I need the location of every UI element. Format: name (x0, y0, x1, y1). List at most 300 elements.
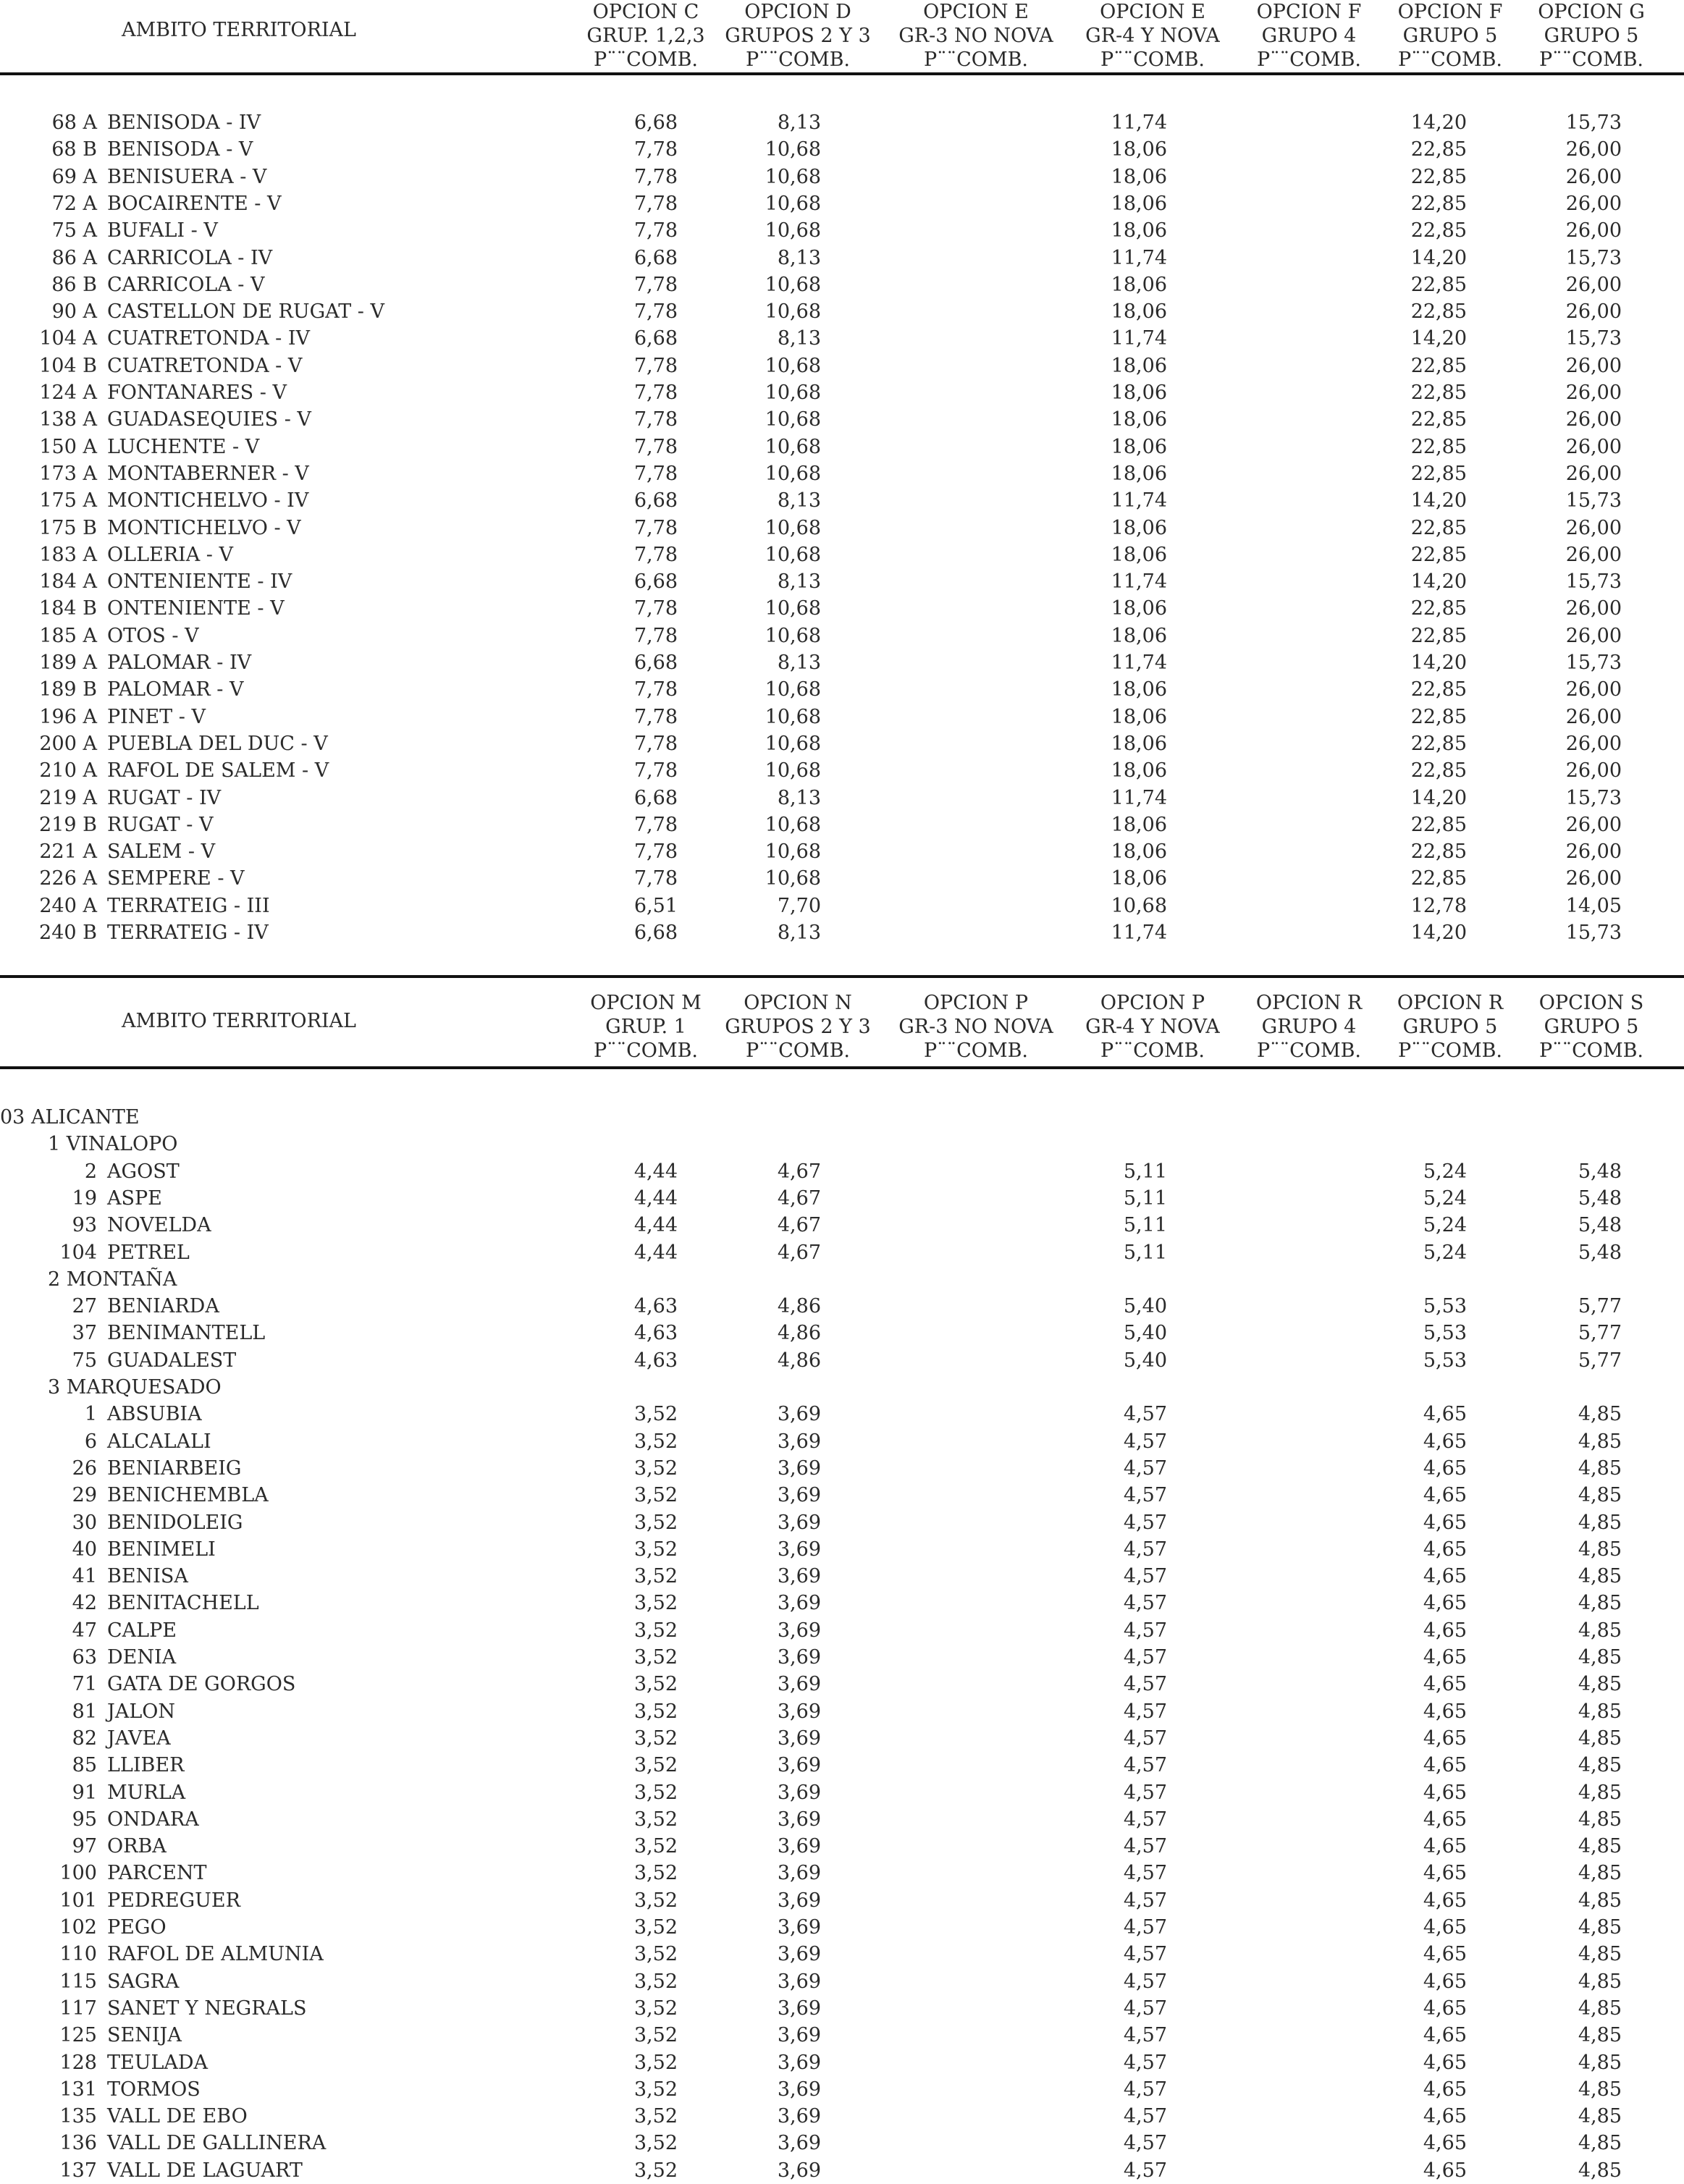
row-value: 5,40 (1123, 1349, 1167, 1372)
row-code: 110 (59, 1943, 97, 1966)
table-row (0, 1428, 1684, 1455)
column-header-line: GRUPO 5 (1544, 1016, 1639, 1038)
row-value: 4,57 (1123, 1403, 1167, 1426)
row-value: 10,68 (765, 273, 821, 296)
row-ambito: PEGO (107, 1916, 167, 1939)
row-ambito: BENIMANTELL (107, 1322, 266, 1345)
row-value: 18,06 (1111, 732, 1167, 755)
row-value: 3,69 (777, 1916, 821, 1939)
row-value: 7,78 (633, 219, 678, 243)
row-ambito: TERRATEIG - III (107, 894, 270, 917)
row-value: 4,65 (1423, 1781, 1467, 1804)
table-row (0, 1941, 1684, 1968)
row-value: 6,68 (633, 652, 678, 674)
row-value: 6,68 (633, 489, 678, 513)
row-ambito: MONTICHELVO - V (107, 516, 301, 539)
row-ambito: CARRICOLA - V (107, 273, 265, 296)
row-value: 4,85 (1578, 1456, 1622, 1480)
row-value: 4,86 (777, 1295, 821, 1318)
row-value: 5,48 (1578, 1186, 1622, 1210)
row-value: 10,68 (765, 678, 821, 701)
table-row (0, 1347, 1684, 1374)
row-value: 18,06 (1111, 462, 1167, 485)
column-header-line: OPCION P (923, 992, 1029, 1014)
column-header-line: OPCION E (923, 1, 1029, 23)
row-value: 10,68 (765, 408, 821, 431)
row-value: 7,70 (777, 894, 821, 917)
row-value: 4,86 (777, 1349, 821, 1372)
table-row (0, 1239, 1684, 1266)
row-value: 5,77 (1578, 1322, 1622, 1345)
row-value: 5,11 (1123, 1241, 1167, 1264)
row-code: 136 (59, 2132, 97, 2155)
table-row (0, 245, 1684, 271)
row-value: 11,74 (1111, 327, 1167, 350)
table-row (0, 109, 1684, 136)
row-value: 4,57 (1123, 1835, 1167, 1858)
row-value: 3,69 (777, 2024, 821, 2047)
row-value: 10,68 (765, 543, 821, 566)
row-ambito: PUEBLA DEL DUC - V (107, 732, 328, 755)
row-value: 5,24 (1423, 1186, 1467, 1210)
row-value: 4,57 (1123, 1673, 1167, 1696)
row-code: 63 (72, 1646, 97, 1669)
row-code: 210 A (39, 759, 97, 783)
table-row (0, 298, 1684, 325)
row-value: 3,52 (633, 1943, 678, 1966)
row-value: 4,65 (1423, 1592, 1467, 1615)
row-value: 7,78 (633, 354, 678, 377)
row-code: 150 A (39, 435, 97, 458)
row-value: 5,11 (1123, 1160, 1167, 1183)
row-code: 26 (72, 1456, 97, 1480)
row-code: 68 B (51, 138, 97, 161)
row-value: 26,00 (1565, 408, 1622, 431)
row-value: 4,67 (777, 1214, 821, 1237)
row-value: 3,52 (633, 2051, 678, 2074)
row-code: 196 A (39, 705, 97, 728)
column-header (1497, 991, 1684, 1063)
row-code: 95 (72, 1808, 97, 1831)
row-ambito: BENISA (107, 1565, 188, 1588)
row-value: 26,00 (1565, 840, 1622, 864)
table-row (0, 595, 1684, 622)
row-value: 7,78 (633, 165, 678, 188)
row-value: 11,74 (1111, 570, 1167, 594)
table-row (0, 893, 1684, 919)
row-ambito: BENIMELI (107, 1538, 216, 1561)
row-code: 41 (72, 1565, 97, 1588)
row-value: 4,86 (777, 1322, 821, 1345)
row-value: 10,68 (765, 867, 821, 890)
row-ambito: CALPE (107, 1619, 177, 1642)
row-code: 104 A (39, 327, 97, 350)
table-row (0, 1320, 1684, 1346)
row-value: 4,65 (1423, 1565, 1467, 1588)
table-row (0, 757, 1684, 784)
row-value: 26,00 (1565, 813, 1622, 836)
row-value: 15,73 (1565, 570, 1622, 594)
row-value: 18,06 (1111, 624, 1167, 647)
row-value: 26,00 (1565, 462, 1622, 485)
row-value: 4,57 (1123, 1592, 1167, 1615)
row-ambito: JALON (107, 1700, 176, 1723)
row-value: 15,73 (1565, 327, 1622, 350)
row-code: 184 B (39, 597, 97, 620)
row-value: 4,85 (1578, 1835, 1622, 1858)
row-value: 22,85 (1410, 867, 1467, 890)
row-value: 10,68 (765, 435, 821, 458)
row-value: 6,68 (633, 111, 678, 134)
row-ambito: SENIJA (107, 2024, 182, 2047)
table-row (0, 1509, 1684, 1536)
row-value: 10,68 (765, 624, 821, 647)
row-value: 3,69 (777, 2051, 821, 2074)
row-ambito: SALEM - V (107, 840, 216, 864)
row-ambito: MONTICHELVO - IV (107, 489, 309, 513)
row-code: 138 A (39, 408, 97, 431)
row-value: 10,68 (765, 516, 821, 539)
table-row (0, 136, 1684, 163)
row-ambito: PARCENT (107, 1862, 207, 1885)
row-ambito: ALCALALI (107, 1430, 211, 1453)
header-rule (0, 1066, 1684, 1069)
table-row (0, 1617, 1684, 1644)
row-value: 18,06 (1111, 273, 1167, 296)
row-value: 3,52 (633, 1511, 678, 1534)
row-value: 3,69 (777, 1754, 821, 1777)
header-rule (0, 72, 1684, 75)
row-code: 104 B (39, 354, 97, 377)
row-value: 3,52 (633, 1538, 678, 1561)
row-value: 18,06 (1111, 381, 1167, 404)
row-value: 14,20 (1410, 570, 1467, 594)
row-value: 4,57 (1123, 1862, 1167, 1885)
row-value: 3,69 (777, 1430, 821, 1453)
row-value: 3,52 (633, 2105, 678, 2128)
table-row (0, 353, 1684, 379)
row-value: 18,06 (1111, 408, 1167, 431)
column-header-line: P¨¨COMB. (923, 1040, 1029, 1062)
row-code: 221 A (39, 840, 97, 864)
row-value: 22,85 (1410, 138, 1467, 161)
row-code: 200 A (39, 732, 97, 755)
column-header-line: OPCION N (744, 992, 852, 1014)
table-row (0, 487, 1684, 514)
table-row (0, 2130, 1684, 2156)
row-value: 3,52 (633, 1808, 678, 1831)
row-value: 4,57 (1123, 2024, 1167, 2047)
row-ambito: GUADASEQUIES - V (107, 408, 311, 431)
row-ambito: RUGAT - IV (107, 786, 222, 809)
column-header (1497, 0, 1684, 72)
row-value: 15,73 (1565, 111, 1622, 134)
row-value: 4,85 (1578, 1700, 1622, 1723)
row-value: 5,40 (1123, 1322, 1167, 1345)
row-code: 82 (72, 1726, 97, 1750)
row-value: 18,06 (1111, 435, 1167, 458)
table-row (0, 434, 1684, 460)
province-heading: 03 ALICANTE (0, 1106, 140, 1129)
row-code: 86 B (51, 273, 97, 296)
row-code: 37 (72, 1322, 97, 1345)
row-value: 26,00 (1565, 138, 1622, 161)
row-value: 4,85 (1578, 2159, 1622, 2182)
row-value: 3,69 (777, 1619, 821, 1642)
row-value: 4,57 (1123, 1456, 1167, 1480)
row-value: 4,85 (1578, 1619, 1622, 1642)
row-value: 5,77 (1578, 1295, 1622, 1318)
row-value: 7,78 (633, 678, 678, 701)
row-value: 4,57 (1123, 1726, 1167, 1750)
column-header-line: OPCION F (1397, 1, 1503, 23)
row-value: 3,69 (777, 1646, 821, 1669)
row-ambito: BENIARBEIG (107, 1456, 242, 1480)
row-value: 4,85 (1578, 1403, 1622, 1426)
row-code: 101 (59, 1889, 97, 1912)
table-row (0, 2103, 1684, 2130)
row-code: 75 (72, 1349, 97, 1372)
row-value: 8,13 (777, 786, 821, 809)
row-code: 81 (72, 1700, 97, 1723)
row-value: 3,52 (633, 1970, 678, 1993)
table-row (0, 1968, 1684, 1995)
row-value: 4,65 (1423, 1916, 1467, 1939)
row-ambito: MONTABERNER - V (107, 462, 309, 485)
row-code: 86 A (51, 246, 97, 269)
table-row (0, 838, 1684, 865)
row-value: 3,52 (633, 1916, 678, 1939)
row-value: 3,69 (777, 1889, 821, 1912)
table-row (0, 2076, 1684, 2103)
row-value: 18,06 (1111, 516, 1167, 539)
row-value: 26,00 (1565, 732, 1622, 755)
row-value: 15,73 (1565, 652, 1622, 674)
table-row (0, 1752, 1684, 1779)
row-value: 7,78 (633, 462, 678, 485)
row-value: 3,69 (777, 1943, 821, 1966)
row-value: 3,69 (777, 2159, 821, 2182)
row-value: 6,68 (633, 327, 678, 350)
row-code: 6 (84, 1430, 97, 1453)
row-ambito: PALOMAR - V (107, 678, 244, 701)
row-value: 4,63 (633, 1295, 678, 1318)
row-code: 104 (59, 1241, 97, 1264)
row-value: 22,85 (1410, 165, 1467, 188)
table-row (0, 2157, 1684, 2184)
row-ambito: SAGRA (107, 1970, 180, 1993)
row-value: 10,68 (765, 462, 821, 485)
table-row (0, 1671, 1684, 1698)
table-row (0, 1158, 1684, 1185)
row-ambito: JAVEA (107, 1726, 171, 1750)
row-value: 4,85 (1578, 1862, 1622, 1885)
row-value: 4,57 (1123, 1889, 1167, 1912)
row-value: 3,52 (633, 1619, 678, 1642)
table-row (0, 1590, 1684, 1616)
row-value: 8,13 (777, 246, 821, 269)
row-ambito: BOCAIRENTE - V (107, 192, 282, 215)
row-value: 3,69 (777, 1808, 821, 1831)
row-value: 4,85 (1578, 1565, 1622, 1588)
row-value: 11,74 (1111, 922, 1167, 944)
row-value: 22,85 (1410, 732, 1467, 755)
row-value: 5,48 (1578, 1214, 1622, 1237)
table-row (0, 2049, 1684, 2076)
row-code: 125 (59, 2024, 97, 2047)
row-value: 3,69 (777, 1456, 821, 1480)
row-value: 15,73 (1565, 786, 1622, 809)
row-value: 4,85 (1578, 1754, 1622, 1777)
table-row (0, 1401, 1684, 1428)
row-value: 26,00 (1565, 678, 1622, 701)
table-row (0, 704, 1684, 730)
row-ambito: OTOS - V (107, 624, 199, 647)
row-ambito: PINET - V (107, 705, 206, 728)
row-value: 4,44 (633, 1214, 678, 1237)
row-value: 4,65 (1423, 1835, 1467, 1858)
row-value: 14,20 (1410, 246, 1467, 269)
row-value: 7,78 (633, 300, 678, 324)
row-value: 26,00 (1565, 192, 1622, 215)
row-value: 7,78 (633, 192, 678, 215)
column-header-line: P¨¨COMB. (1538, 1040, 1644, 1062)
row-code: 19 (72, 1186, 97, 1210)
row-value: 5,77 (1578, 1349, 1622, 1372)
row-value: 4,65 (1423, 1754, 1467, 1777)
row-value: 18,06 (1111, 543, 1167, 566)
row-value: 26,00 (1565, 759, 1622, 783)
column-header-line: GRUPOS 2 Y 3 (725, 1016, 871, 1038)
row-value: 4,85 (1578, 1808, 1622, 1831)
row-value: 18,06 (1111, 813, 1167, 836)
row-value: 7,78 (633, 813, 678, 836)
row-code: 240 A (39, 894, 97, 917)
table-row (0, 1995, 1684, 2022)
column-header-line: GRUP. 1 (605, 1016, 686, 1038)
row-ambito: LLIBER (107, 1754, 185, 1777)
row-value: 4,65 (1423, 1889, 1467, 1912)
column-header-line: GRUPOS 2 Y 3 (725, 25, 871, 47)
row-value: 22,85 (1410, 192, 1467, 215)
row-ambito: PEDREGUER (107, 1889, 240, 1912)
table-header (0, 0, 1684, 72)
column-header-line: OPCION D (744, 1, 851, 23)
table-row (0, 1455, 1684, 1482)
row-value: 10,68 (765, 300, 821, 324)
row-value: 8,13 (777, 489, 821, 513)
row-code: 71 (72, 1673, 97, 1696)
table-row (0, 1212, 1684, 1239)
row-value: 5,53 (1423, 1322, 1467, 1345)
row-value: 3,69 (777, 1403, 821, 1426)
row-ambito: NOVELDA (107, 1214, 211, 1237)
column-header-line: GR-3 NO NOVA (898, 25, 1053, 47)
column-header-line: P¨¨COMB. (593, 49, 699, 71)
table-row (0, 623, 1684, 649)
row-value: 3,69 (777, 1511, 821, 1534)
row-code: 91 (72, 1781, 97, 1804)
row-code: 219 A (39, 786, 97, 809)
column-header-line: OPCION E (1100, 1, 1205, 23)
row-value: 22,85 (1410, 219, 1467, 243)
row-value: 10,68 (765, 759, 821, 783)
row-value: 4,85 (1578, 1430, 1622, 1453)
row-value: 11,74 (1111, 786, 1167, 809)
row-value: 4,65 (1423, 1808, 1467, 1831)
row-value: 4,65 (1423, 1511, 1467, 1534)
table-row (0, 1833, 1684, 1860)
table-row (0, 1806, 1684, 1833)
row-value: 3,52 (633, 1700, 678, 1723)
row-value: 4,85 (1578, 1538, 1622, 1561)
row-value: 10,68 (765, 813, 821, 836)
row-value: 11,74 (1111, 111, 1167, 134)
table-row (0, 1698, 1684, 1725)
row-value: 3,69 (777, 1700, 821, 1723)
row-ambito: BENIDOLEIG (107, 1511, 243, 1534)
row-value: 15,73 (1565, 922, 1622, 944)
column-header-line: OPCION M (590, 992, 702, 1014)
row-code: 75 A (51, 219, 97, 243)
row-value: 4,65 (1423, 1430, 1467, 1453)
row-value: 10,68 (765, 381, 821, 404)
row-value: 22,85 (1410, 462, 1467, 485)
column-header-line: P¨¨COMB. (745, 1040, 851, 1062)
table-row (0, 568, 1684, 595)
row-value: 14,20 (1410, 327, 1467, 350)
row-value: 4,44 (633, 1186, 678, 1210)
row-ambito: OLLERIA - V (107, 543, 233, 566)
row-ambito: TORMOS (107, 2078, 201, 2101)
row-value: 10,68 (1111, 894, 1167, 917)
row-value: 4,65 (1423, 1943, 1467, 1966)
table-row (0, 649, 1684, 676)
row-ambito: RUGAT - V (107, 813, 214, 836)
column-header-line: GR-4 Y NOVA (1085, 25, 1220, 47)
row-value: 22,85 (1410, 678, 1467, 701)
row-ambito: PALOMAR - IV (107, 652, 252, 674)
row-value: 26,00 (1565, 273, 1622, 296)
row-value: 22,85 (1410, 705, 1467, 728)
row-value: 7,78 (633, 867, 678, 890)
row-value: 3,52 (633, 1430, 678, 1453)
row-value: 10,68 (765, 840, 821, 864)
row-value: 10,68 (765, 354, 821, 377)
row-value: 4,85 (1578, 1673, 1622, 1696)
row-value: 5,48 (1578, 1160, 1622, 1183)
row-value: 4,85 (1578, 1484, 1622, 1507)
row-value: 14,20 (1410, 111, 1467, 134)
row-code: 189 B (39, 678, 97, 701)
row-code: 175 B (39, 516, 97, 539)
row-ambito: BENITACHELL (107, 1592, 259, 1615)
row-value: 3,52 (633, 1754, 678, 1777)
column-header-line: OPCION P (1100, 992, 1205, 1014)
row-value: 4,65 (1423, 2105, 1467, 2128)
row-ambito: BENISODA - V (107, 138, 253, 161)
table-row (0, 164, 1684, 190)
row-ambito: RAFOL DE SALEM - V (107, 759, 329, 783)
table-row (0, 1887, 1684, 1914)
row-value: 4,65 (1423, 2078, 1467, 2101)
row-value: 4,57 (1123, 1997, 1167, 2020)
row-value: 4,57 (1123, 1754, 1167, 1777)
row-value: 4,57 (1123, 2078, 1167, 2101)
column-header-line: OPCION R (1397, 992, 1504, 1014)
row-value: 22,85 (1410, 408, 1467, 431)
row-value: 3,69 (777, 1538, 821, 1561)
